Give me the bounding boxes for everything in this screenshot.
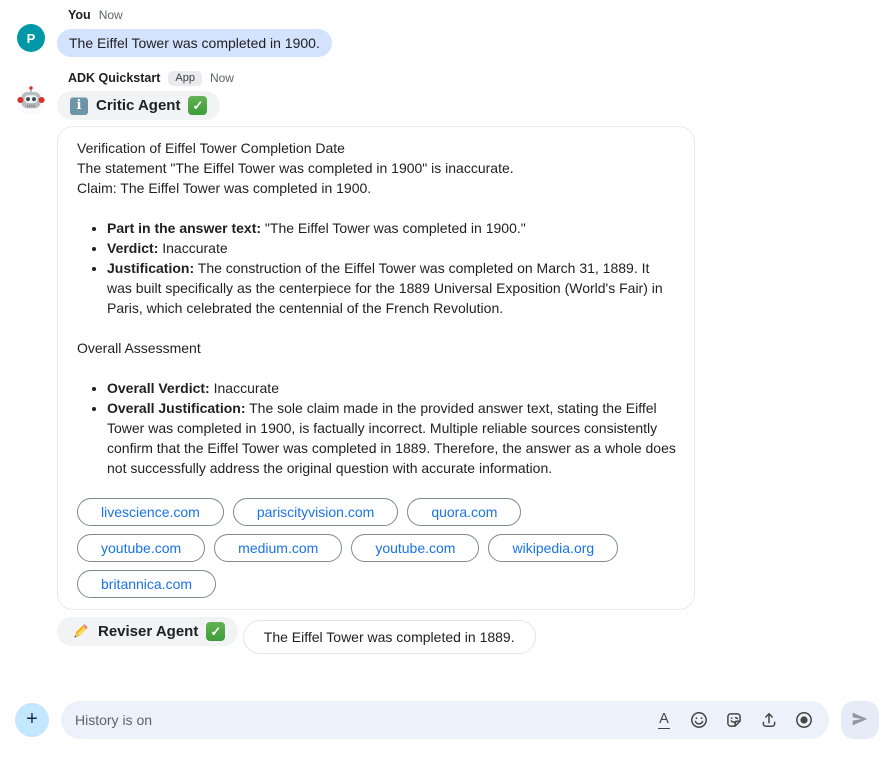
- record-icon[interactable]: [795, 711, 813, 729]
- user-message-bubble: The Eiffel Tower was completed in 1900.: [57, 29, 332, 57]
- source-chip[interactable]: wikipedia.org: [488, 534, 618, 562]
- composer-icons: [655, 711, 813, 729]
- card-intro-line: Claim: The Eiffel Tower was completed in 1900.: [77, 180, 372, 196]
- list-item: • Justification: The construction of the Eiffel Tower was completed on March 31, 1889. It was built specifically as the centerpiece for the 1889 Universal Exposition (World's Fair) in Paris, which celebrated the centennial of the French Revolution.: [107, 258, 676, 318]
- composer: [15, 701, 879, 739]
- check-icon: ✓: [188, 96, 207, 115]
- pencil-icon: [70, 622, 90, 642]
- chat-thread: [0, 7, 891, 654]
- user-gutter: [0, 7, 57, 57]
- overall-bullet-list: [77, 378, 676, 478]
- timestamp: Now: [209, 71, 234, 85]
- send-button[interactable]: [841, 701, 879, 739]
- source-chip[interactable]: britannica.com: [77, 570, 216, 598]
- app-message-group: [0, 70, 891, 654]
- list-item: • Overall Verdict: Inaccurate: [107, 378, 676, 398]
- list-item: • Verdict: Inaccurate: [107, 238, 676, 258]
- add-button[interactable]: [15, 703, 49, 737]
- check-icon: ✓: [206, 622, 225, 641]
- timestamp: Now: [98, 8, 123, 22]
- source-chip[interactable]: quora.com: [407, 498, 521, 526]
- card-section-title: Overall Assessment: [77, 340, 201, 356]
- input-placeholder: History is on: [75, 712, 153, 728]
- app-badge: App: [168, 71, 202, 86]
- source-chip[interactable]: youtube.com: [77, 534, 205, 562]
- claim-bullet-list: [77, 218, 676, 318]
- user-message-group: [0, 7, 891, 57]
- list-item: • Overall Justification: The sole claim made in the provided answer text, stating the Eiffel Tower was completed in 1900, is factually incorrect. Multiple reliable sources consistently confirm that the Eiffel Tower was completed in 1889. Therefore, the answer as a whole does not successfully address the original question with accurate information.: [107, 398, 676, 478]
- upload-icon[interactable]: [760, 711, 778, 729]
- reviser-agent-label: Reviser Agent: [98, 623, 199, 640]
- robot-icon: [17, 85, 45, 118]
- critic-agent-header: [57, 91, 220, 120]
- app-gutter: [0, 70, 57, 654]
- source-chip[interactable]: pariscityvision.com: [233, 498, 398, 526]
- critic-verification-card: [57, 126, 695, 610]
- sticker-icon[interactable]: [725, 711, 743, 729]
- card-intro-line: Verification of Eiffel Tower Completion Date: [77, 140, 345, 156]
- info-icon: i: [70, 97, 88, 115]
- send-icon: [849, 708, 871, 733]
- user-meta: [57, 7, 891, 23]
- app-meta: [57, 70, 891, 86]
- card-intro-line: The statement "The Eiffel Tower was completed in 1900" is inaccurate.: [77, 160, 514, 176]
- reviser-agent-header: [57, 617, 238, 646]
- emoji-icon[interactable]: [690, 711, 708, 729]
- reviser-reply-bubble: The Eiffel Tower was completed in 1889.: [243, 620, 536, 654]
- message-input[interactable]: [61, 701, 829, 739]
- source-chip[interactable]: medium.com: [214, 534, 342, 562]
- source-chip[interactable]: youtube.com: [351, 534, 479, 562]
- source-chips: [77, 498, 657, 598]
- format-icon[interactable]: A: [659, 710, 669, 727]
- list-item: • Part in the answer text: "The Eiffel Tower was completed in 1900.": [107, 218, 676, 238]
- source-chip[interactable]: livescience.com: [77, 498, 224, 526]
- app-sender-name: ADK Quickstart: [68, 71, 161, 85]
- plus-icon: +: [26, 708, 38, 730]
- sender-name: You: [68, 8, 91, 22]
- user-avatar[interactable]: P: [17, 24, 45, 52]
- critic-agent-label: Critic Agent: [96, 97, 181, 114]
- bot-avatar[interactable]: [17, 87, 45, 115]
